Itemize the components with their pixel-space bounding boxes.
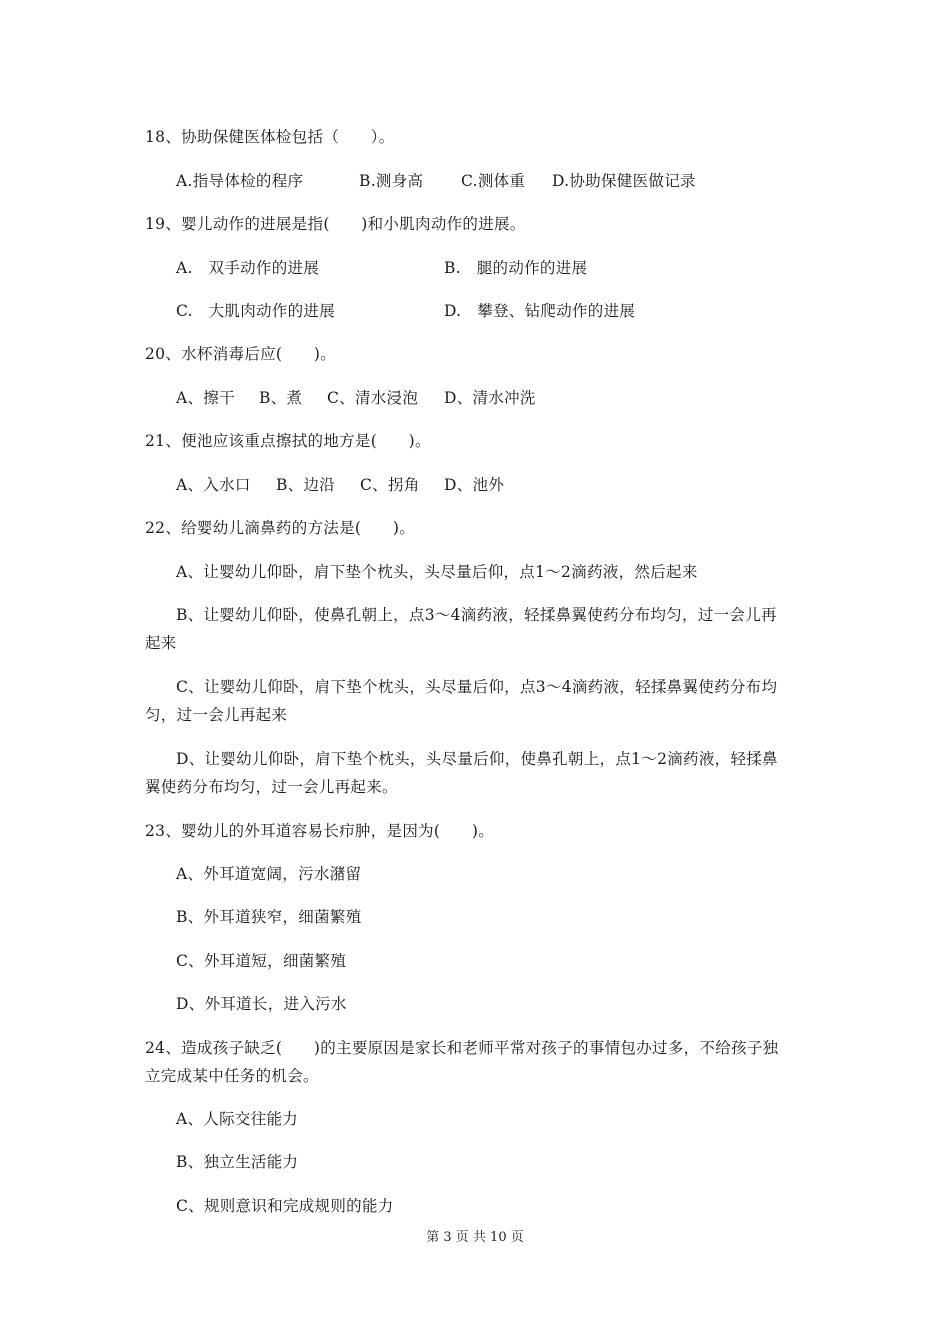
option-19-b: B. 腿的动作的进展: [444, 259, 588, 277]
option-22-d-line2: 翼使药分布均匀，过一会儿再起来。: [145, 778, 398, 796]
option-24-c: C、规则意识和完成规则的能力: [176, 1197, 394, 1215]
option-23-b: B、外耳道狭窄，细菌繁殖: [176, 908, 362, 926]
question-24-line1: 24、造成孩子缺乏( )的主要原因是家长和老师平常对孩子的事情包办过多，不给孩子独: [145, 1039, 779, 1057]
option-22-c-line2: 匀，过一会儿再起来: [145, 706, 288, 724]
option-18-b: B.测身高: [359, 172, 424, 190]
option-21-d: D、池外: [444, 476, 505, 494]
option-23-d: D、外耳道长，进入污水: [176, 995, 347, 1013]
question-23: 23、婴幼儿的外耳道容易长疖肿，是因为( )。: [145, 822, 495, 840]
option-22-c-line1: C、让婴幼儿仰卧，肩下垫个枕头，头尽量后仰，点3～4滴药液，轻揉鼻翼使药分布均: [176, 678, 778, 696]
option-18-d: D.协助保健医做记录: [552, 172, 696, 190]
option-19-c: C. 大肌肉动作的进展: [176, 302, 336, 320]
option-22-a: A、让婴幼儿仰卧，肩下垫个枕头，头尽量后仰，点1～2滴药液，然后起来: [176, 563, 698, 581]
question-20: 20、水杯消毒后应( )。: [145, 345, 337, 363]
option-19-a: A. 双手动作的进展: [176, 259, 320, 277]
option-21-a: A、入水口: [176, 476, 251, 494]
question-22: 22、给婴幼儿滴鼻药的方法是( )。: [145, 519, 416, 537]
option-22-b-line2: 起来: [145, 634, 177, 652]
option-20-c: C、清水浸泡: [327, 389, 419, 407]
page-footer: 第 3 页 共 10 页: [426, 1230, 524, 1245]
option-20-a: A、擦干: [176, 389, 235, 407]
option-21-c: C、拐角: [360, 476, 420, 494]
option-20-b: B、煮: [259, 389, 303, 407]
option-23-c: C、外耳道短，细菌繁殖: [176, 952, 347, 970]
option-18-c: C.测体重: [461, 172, 526, 190]
option-23-a: A、外耳道宽阔，污水潴留: [176, 865, 362, 883]
question-21: 21、便池应该重点擦拭的地方是( )。: [145, 432, 431, 450]
option-21-b: B、边沿: [276, 476, 336, 494]
option-24-b: B、独立生活能力: [176, 1153, 299, 1171]
question-19: 19、婴儿动作的进展是指( )和小肌肉动作的进展。: [145, 215, 526, 233]
option-24-a: A、人际交往能力: [176, 1110, 299, 1128]
option-22-d-line1: D、让婴幼儿仰卧，肩下垫个枕头，头尽量后仰，使鼻孔朝上，点1～2滴药液，轻揉鼻: [176, 750, 778, 768]
question-24-line2: 立完成某中任务的机会。: [145, 1067, 319, 1085]
option-20-d: D、清水冲洗: [444, 389, 536, 407]
option-18-a: A.指导体检的程序: [176, 172, 304, 190]
question-18: 18、协助保健医体检包括（ ）。: [145, 128, 395, 146]
option-19-d: D. 攀登、钻爬动作的进展: [444, 302, 636, 320]
option-22-b-line1: B、让婴幼儿仰卧，使鼻孔朝上，点3～4滴药液，轻揉鼻翼使药分布均匀，过一会儿再: [176, 606, 777, 624]
